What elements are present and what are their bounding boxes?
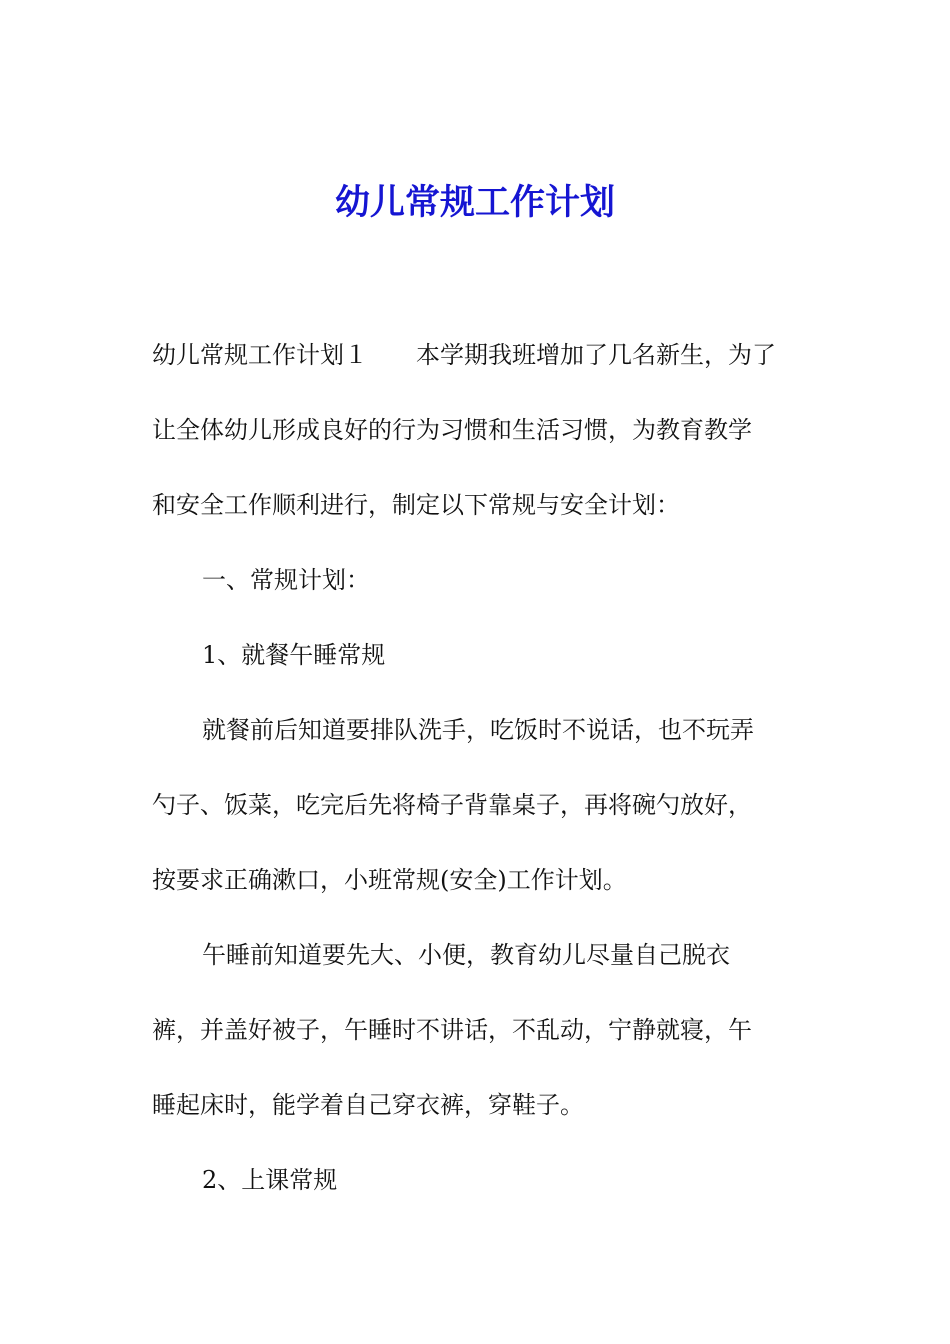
document-body (152, 333, 812, 1233)
subheading-class-routine: 2、上课常规 (202, 1166, 338, 1194)
body-line-nap-3: 睡起床时，能学着自己穿衣裤，穿鞋子。 (152, 1091, 584, 1119)
body-line-intro-3: 和安全工作顺利进行，制定以下常规与安全计划： (152, 491, 680, 519)
section-heading-routine-plan: 一、常规计划： (202, 566, 370, 594)
body-line-meal-1: 就餐前后知道要排队洗手，吃饭时不说话，也不玩弄 (202, 716, 754, 744)
body-line-meal-3: 按要求正确漱口，小班常规(安全)工作计划。 (152, 866, 627, 894)
body-line-intro-2: 让全体幼儿形成良好的行为习惯和生活习惯，为教育教学 (152, 416, 752, 444)
document-title: 幼儿常规工作计划 (334, 182, 615, 223)
body-line-intro-1: 幼儿常规工作计划１ 本学期我班增加了几名新生，为了 (152, 341, 776, 369)
body-line-nap-1: 午睡前知道要先大、小便，教育幼儿尽量自己脱衣 (202, 941, 730, 969)
subheading-meal-nap: 1、就餐午睡常规 (202, 641, 386, 669)
body-line-nap-2: 裤，并盖好被子，午睡时不讲话，不乱动，宁静就寝，午 (152, 1016, 752, 1044)
body-line-meal-2: 勺子、饭菜，吃完后先将椅子背靠桌子，再将碗勺放好， (152, 791, 752, 819)
